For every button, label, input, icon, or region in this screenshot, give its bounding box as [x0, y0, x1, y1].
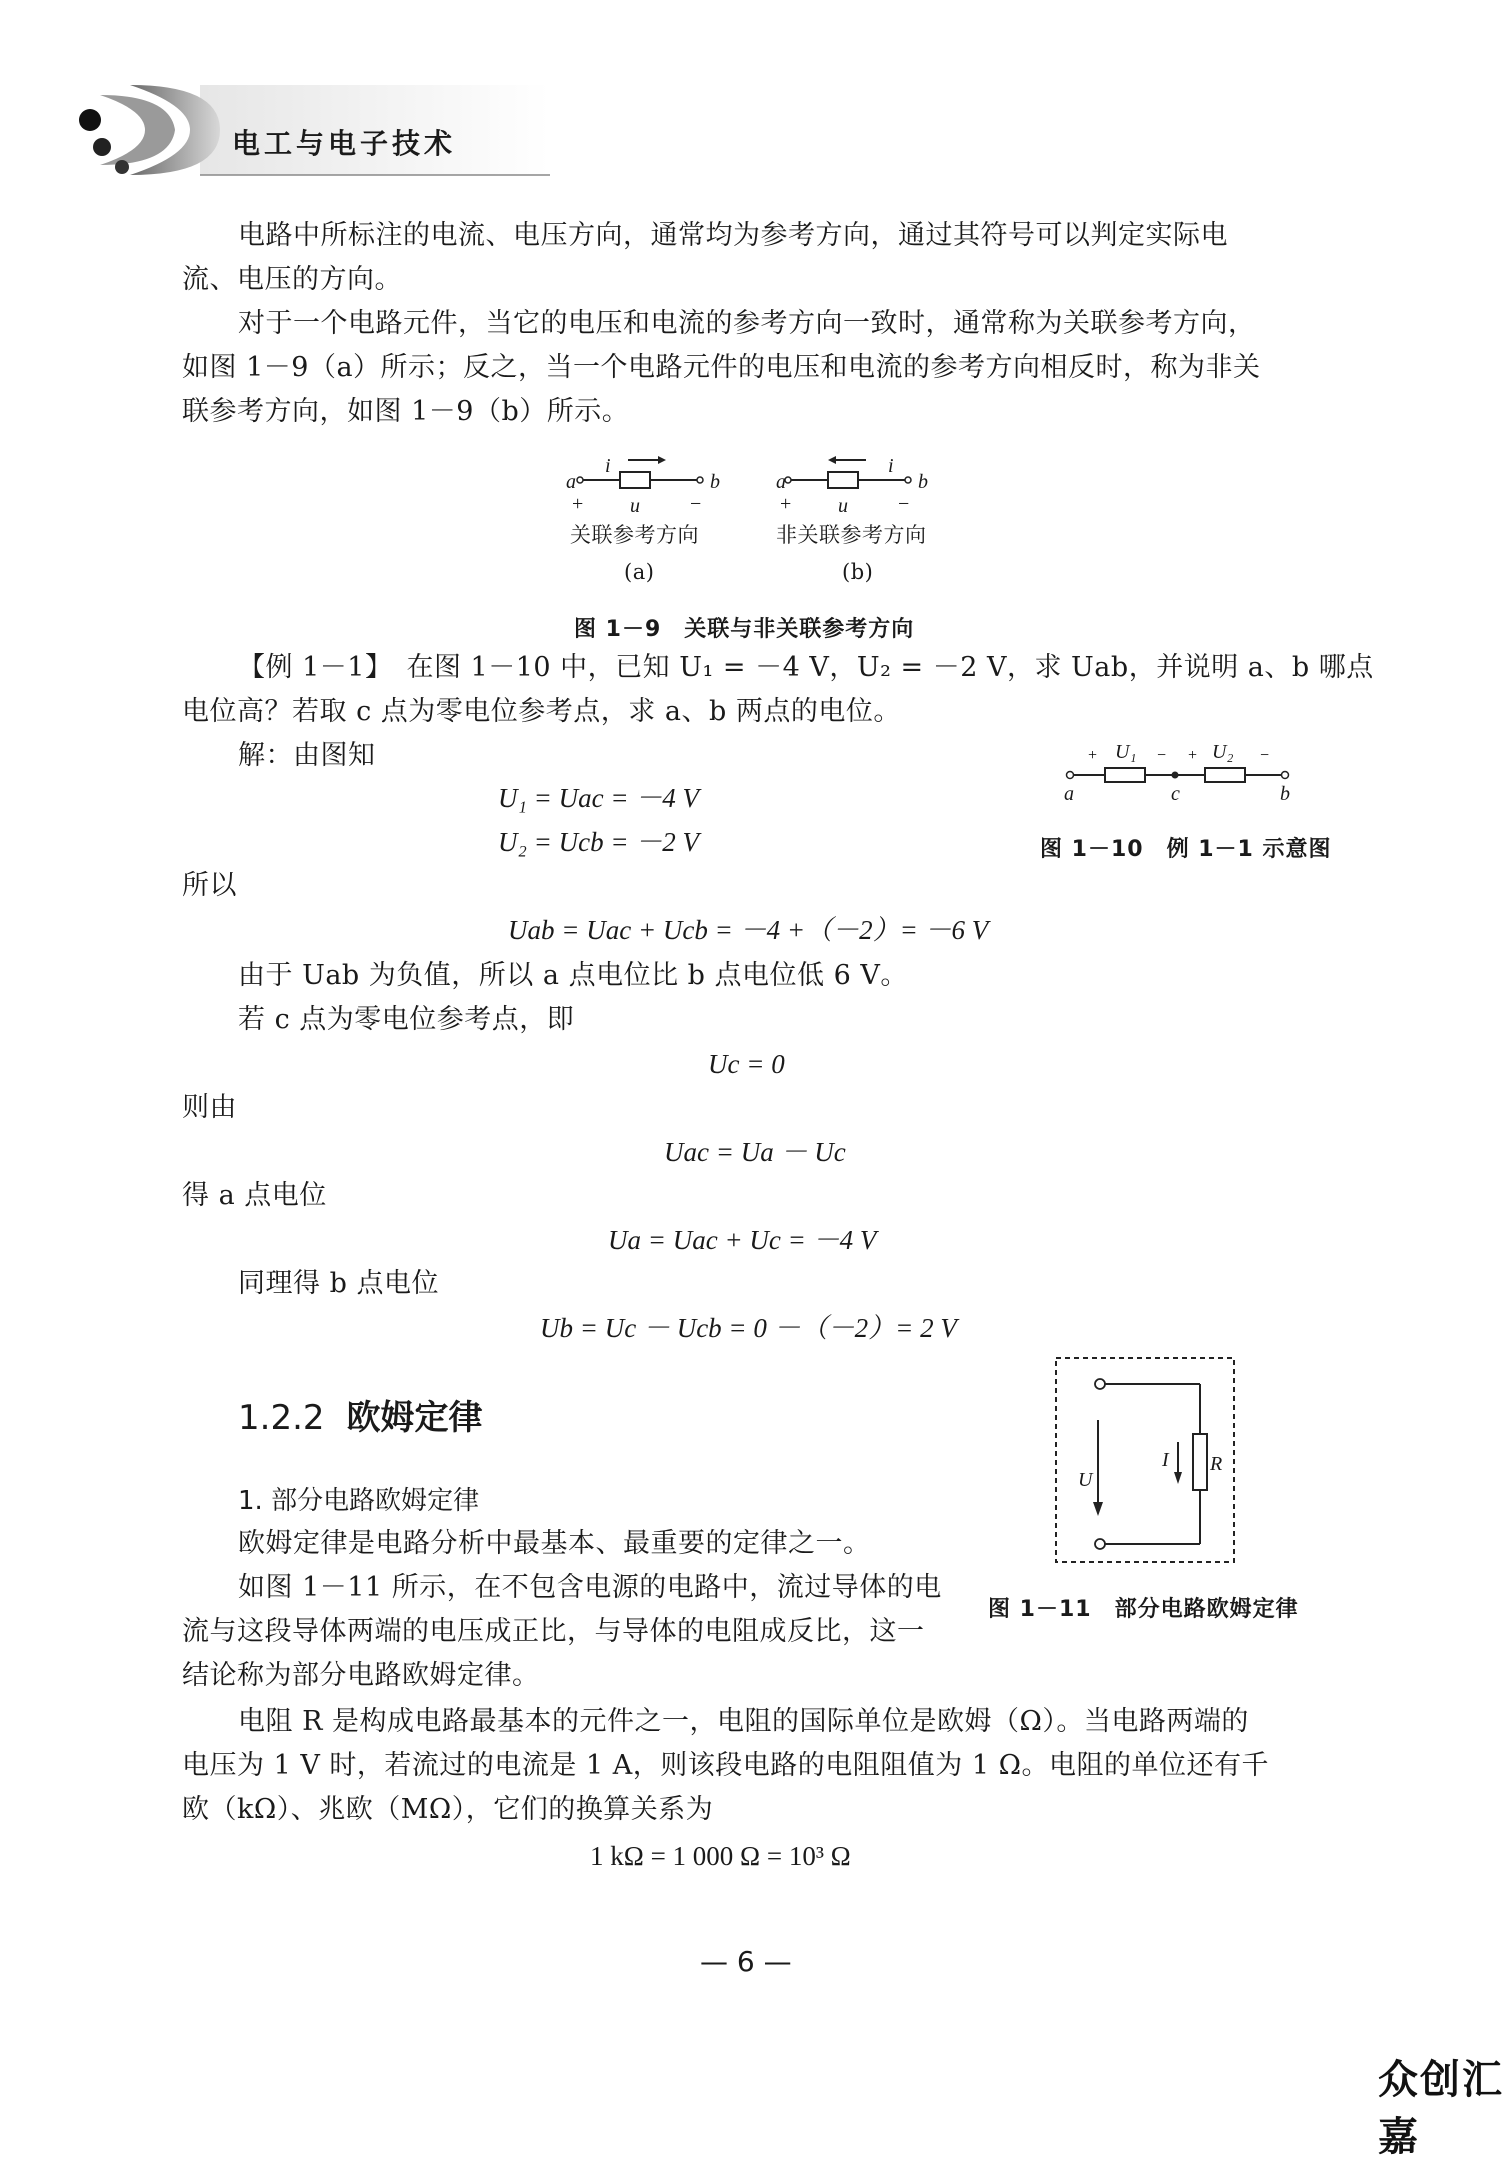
u2-label: U₂: [1212, 741, 1234, 763]
header-title: 电工与电子技术: [232, 127, 457, 160]
current-label: I: [1162, 1449, 1169, 1471]
text-line: 所以: [182, 870, 237, 901]
plus-sign: +: [780, 493, 792, 515]
paragraph-line: 电路中所标注的电流、电压方向，通常均为参考方向，通过其符号可以判定实际电: [238, 220, 1228, 251]
equation: U₁ = Uac = －4 V: [498, 783, 700, 813]
figure-label-a: 关联参考方向: [570, 523, 699, 547]
subsection-heading: 1. 部分电路欧姆定律: [238, 1486, 480, 1516]
plus-sign: +: [572, 493, 584, 515]
example-line: 电位高？若取 c 点为零电位参考点，求 a、b 两点的电位。: [182, 696, 901, 727]
minus-sign: −: [898, 493, 910, 515]
paragraph-line: 联参考方向，如图 1－9（b）所示。: [182, 396, 630, 427]
svg-text:+: +: [1088, 747, 1098, 764]
node-label: a: [566, 471, 576, 493]
svg-text:−: −: [1260, 747, 1270, 764]
current-label: i: [605, 455, 611, 477]
equation: U₂ = Ucb = －2 V: [498, 827, 700, 857]
paragraph-line: 欧（kΩ）、兆欧（MΩ），它们的换算关系为: [182, 1794, 714, 1825]
text-line: 若 c 点为零电位参考点，即: [238, 1004, 575, 1035]
figure-caption: 图 1－11 部分电路欧姆定律: [988, 1597, 1299, 1622]
paragraph-line: 如图 1－9（a）所示；反之，当一个电路元件的电压和电流的参考方向相反时，称为非关: [182, 352, 1261, 383]
page-number: — 6 —: [700, 1945, 792, 1978]
paragraph-line: 如图 1－11 所示，在不包含电源的电路中，流过导体的电: [238, 1572, 942, 1603]
node-label: b: [1280, 783, 1290, 805]
equation: Ub = Uc － Ucb = 0 －（－2）= 2 V: [540, 1313, 957, 1343]
example-title: 【例 1－1】 在图 1－10 中，已知 U₁ = －4 V，U₂ = －2 V，求 Uab，并说明 a、b 哪点: [238, 652, 1374, 683]
paragraph-line: 电阻 R 是构成电路最基本的元件之一，电阻的国际单位是欧姆（Ω）。当电路两端的: [238, 1706, 1249, 1737]
watermark: 众创汇嘉: [1378, 2057, 1504, 2160]
resistor-r: [1193, 1434, 1207, 1490]
text-line: 得 a 点电位: [182, 1180, 327, 1211]
section-heading: [238, 1390, 483, 1439]
figure-caption: 图 1－10 例 1－1 示意图: [1040, 837, 1332, 862]
current-label: i: [888, 455, 894, 477]
svg-text:−: −: [1157, 747, 1167, 764]
figure-label-b: 非关联参考方向: [776, 523, 927, 547]
figure-1-10-diagram: [1060, 730, 1310, 810]
equation: Uac = Ua － Uc: [664, 1137, 846, 1167]
voltage-label: u: [630, 495, 640, 517]
node-label: b: [918, 471, 928, 493]
text-line: 则由: [182, 1092, 237, 1123]
node-label: a: [776, 471, 786, 493]
voltage-label: U: [1078, 1469, 1093, 1491]
node-label: a: [1064, 783, 1074, 805]
paragraph-line: 流、电压的方向。: [182, 264, 402, 295]
voltage-label: u: [838, 495, 848, 517]
u1-label: U₁: [1115, 741, 1137, 763]
node-label: c: [1171, 783, 1180, 805]
section-title: 欧姆定律: [346, 1398, 483, 1438]
solution-label: 解：由图知: [238, 740, 376, 771]
equation: Uc = 0: [708, 1049, 785, 1079]
node-label: b: [710, 471, 720, 493]
figure-caption: 图 1－9 关联与非关联参考方向: [574, 617, 915, 642]
equation: Ua = Uac + Uc = －4 V: [608, 1225, 877, 1255]
section-number: 1.2.2: [238, 1398, 325, 1438]
paragraph-line: 电压为 1 V 时，若流过的电流是 1 A，则该段电路的电阻阻值为 1 Ω。电阻的单位还有千: [182, 1750, 1269, 1781]
resistance-label: R: [1210, 1453, 1223, 1475]
paragraph-line: 流与这段导体两端的电压成正比，与导体的电阻成反比，这一: [182, 1616, 925, 1647]
paragraph-line: 欧姆定律是电路分析中最基本、最重要的定律之一。: [238, 1528, 871, 1559]
equation: 1 kΩ = 1 000 Ω = 10³ Ω: [590, 1841, 851, 1871]
figure-sub-b: (b): [842, 560, 874, 584]
text-line: 由于 Uab 为负值，所以 a 点电位比 b 点电位低 6 V。: [238, 960, 908, 991]
equation: Uab = Uac + Ucb = －4 +（－2）= －6 V: [508, 915, 989, 945]
svg-text:+: +: [1188, 747, 1198, 764]
minus-sign: −: [690, 493, 702, 515]
text-line: 同理得 b 点电位: [238, 1268, 439, 1299]
figure-sub-a: (a): [624, 560, 655, 584]
paragraph-line: 对于一个电路元件，当它的电压和电流的参考方向一致时，通常称为关联参考方向，: [238, 308, 1256, 339]
paragraph-line: 结论称为部分电路欧姆定律。: [182, 1660, 540, 1691]
